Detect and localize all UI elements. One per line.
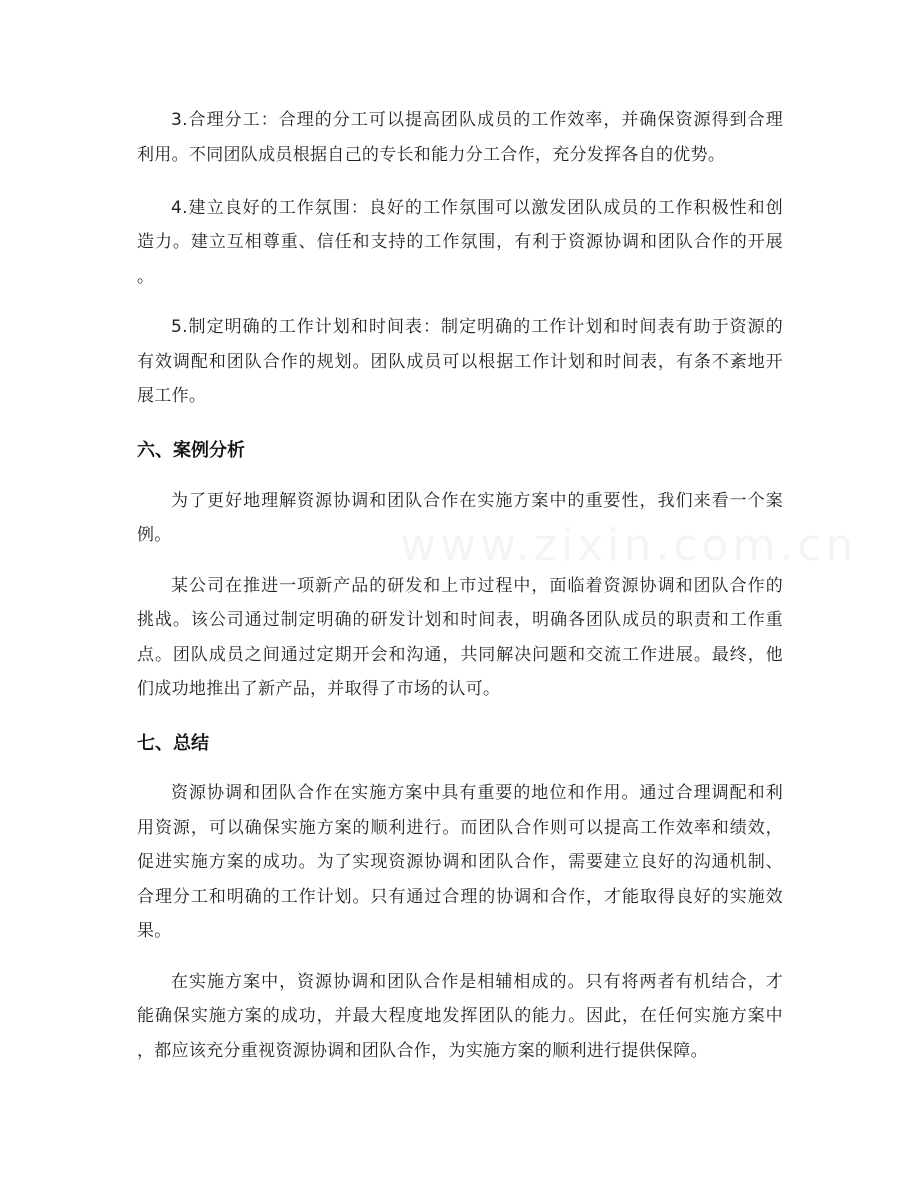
paragraph-line: 利用。不同团队成员根据自己的专长和能力分工合作，充分发挥各自的优势。 [137,145,726,165]
paragraph-line: ，都应该充分重视资源协调和团队合作，为实施方案的顺利进行提供保障。 [137,1041,708,1061]
paragraph-line: 点。团队成员之间通过定期开会和沟通，共同解决问题和交流工作进展。最终，他 [137,645,783,665]
watermark: www.zixin.com.cn [400,520,858,571]
paragraph-line: 造力。建立互相尊重、信任和支持的工作氛围，有利于资源协调和团队合作的开展 [137,232,783,252]
paragraph-line: 有效调配和团队合作的规划。团队成员可以根据工作计划和时间表，有条不紊地开 [137,352,783,372]
paragraph-line: 资源协调和团队合作在实施方案中具有重要的地位和作用。通过合理调配和利 [171,783,783,803]
section-heading: 七、总结 [137,733,209,754]
paragraph-line: 。 [137,267,155,287]
paragraph-line: 挑战。该公司通过制定明确的研发计划和时间表，明确各团队成员的职责和工作重 [137,610,783,630]
paragraph-line: 4.建立良好的工作氛围：良好的工作氛围可以激发团队成员的工作积极性和创 [171,198,783,218]
section-heading: 六、案例分析 [137,440,245,461]
paragraph-line: 合理分工和明确的工作计划。只有通过合理的协调和合作，才能取得良好的实施效 [137,887,783,907]
paragraph-line: 展工作。 [137,386,207,406]
paragraph-line: 能确保实施方案的成功，并最大程度地发挥团队的能力。因此，在任何实施方案中 [137,1006,783,1026]
paragraph-line: 5.制定明确的工作计划和时间表：制定明确的工作计划和时间表有助于资源的 [171,317,783,337]
paragraph-line: 为了更好地理解资源协调和团队合作在实施方案中的重要性，我们来看一个案 [171,491,783,511]
paragraph-line: 例。 [137,525,172,545]
paragraph-line: 在实施方案中，资源协调和团队合作是相辅相成的。只有将两者有机结合，才 [171,972,783,992]
paragraph-line: 用资源，可以确保实施方案的顺利进行。而团队合作则可以提高工作效率和绩效， [137,818,783,838]
paragraph-line: 果。 [137,921,172,941]
paragraph-line: 促进实施方案的成功。为了实现资源协调和团队合作，需要建立良好的沟通机制、 [137,852,783,872]
paragraph-line: 某公司在推进一项新产品的研发和上市过程中，面临着资源协调和团队合作的 [171,576,783,596]
paragraph-line: 3.合理分工：合理的分工可以提高团队成员的工作效率，并确保资源得到合理 [171,110,783,130]
paragraph-line: 们成功地推出了新产品，并取得了市场的认可。 [137,679,501,699]
